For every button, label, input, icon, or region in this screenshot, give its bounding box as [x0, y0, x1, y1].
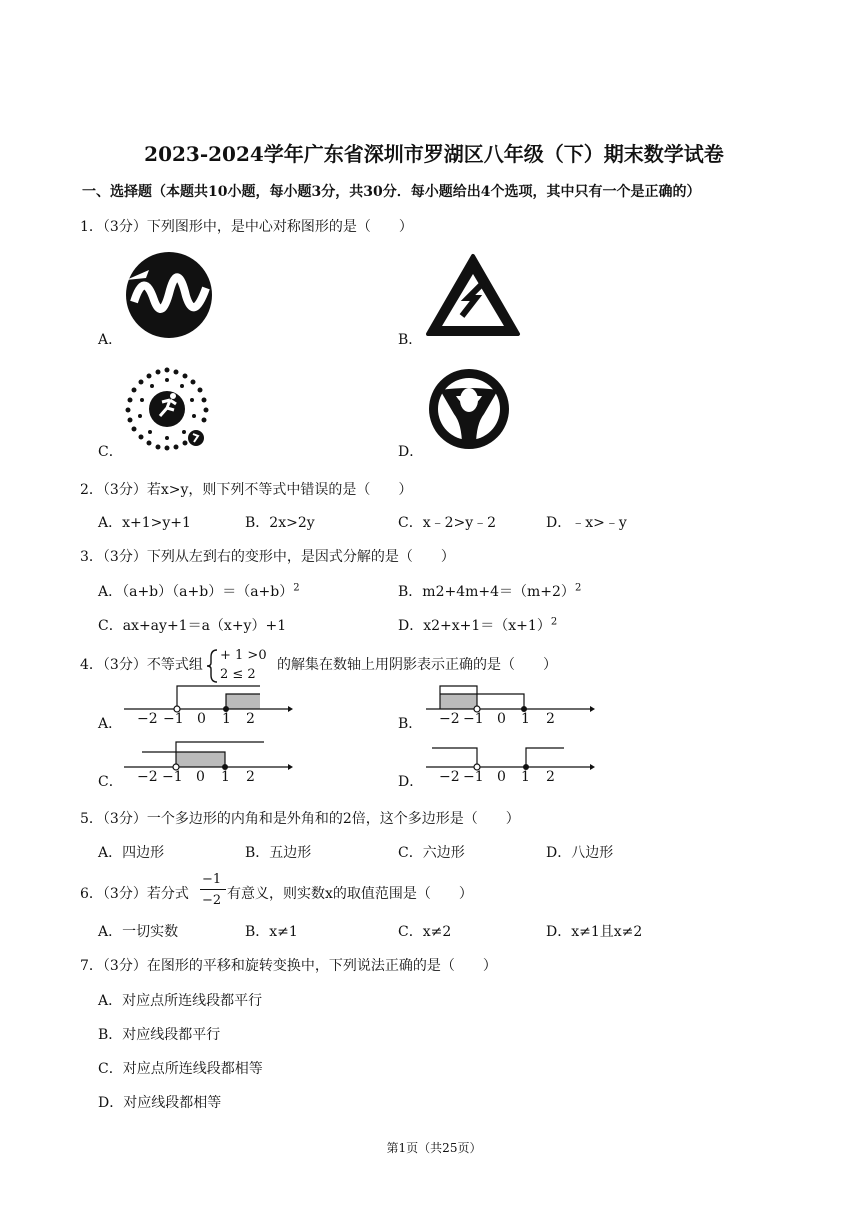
q6-option-a: A．一切实数 [98, 924, 179, 940]
q4-c-tick-0: 0 [196, 769, 205, 785]
q7-option-d: D．对应线段都相等 [98, 1095, 222, 1111]
q4-c-tick-neg1: −1 [162, 769, 183, 785]
q6-fraction-bar [200, 889, 226, 890]
q4-b-tick-0: 0 [497, 711, 506, 727]
q6-denominator: −2 [202, 893, 222, 908]
q4-a-tick-0: 0 [197, 711, 206, 727]
q3-option-d: D．$x2+x+1=(x+1)^2$ [398, 616, 558, 634]
q4-option-a-label: A． [98, 716, 123, 732]
q4-b-tick-1: 1 [521, 711, 530, 727]
q4-d-tick-0: 0 [497, 769, 506, 785]
q6-option-d: D．x≠1且x≠2 [546, 924, 643, 940]
q6-numerator: −1 [202, 872, 222, 887]
q4-b-tick-2: 2 [546, 711, 555, 727]
q2-option-c: C．x﹣2>y﹣2 [398, 515, 497, 531]
question-6-stem-pre: 6．（3分）若分式 [80, 886, 189, 902]
q7-option-c: C．对应点所连线段都相等 [98, 1061, 263, 1077]
q4-c-tick-2: 2 [246, 769, 255, 785]
page-title: 2023-2024学年广东省深圳市罗湖区八年级（下）期末数学试卷 [144, 142, 724, 166]
q4-system-line-1: + 1 >0 [220, 648, 267, 663]
q4-d-tick-neg2: −2 [439, 769, 460, 785]
y-circle-icon [426, 366, 512, 452]
q3-option-c: C．ax+ay+1＝a（x+y）+1 [98, 618, 287, 634]
question-7-stem: 7．（3分）在图形的平移和旋转变换中，下列说法正确的是（ ） [80, 958, 497, 974]
qr-runner-icon [122, 364, 212, 454]
question-1-stem: 1．（3分）下列图形中，是中心对称图形的是（ ） [80, 219, 413, 235]
q4-a-tick-neg1: −1 [163, 711, 184, 727]
q6-option-c: C．x≠2 [398, 924, 452, 940]
q3-option-a: A．$(a+b)(a+b)=(a+b)^2$ [98, 582, 300, 600]
q4-d-tick-1: 1 [521, 769, 530, 785]
question-6-stem-post: 有意义，则实数x的取值范围是（ ） [227, 886, 473, 902]
q7-option-b: B．对应线段都平行 [98, 1027, 221, 1043]
q5-option-d: D．八边形 [546, 845, 614, 861]
q4-c-tick-1: 1 [221, 769, 230, 785]
question-2-stem: 2．（3分）若x>y，则下列不等式中错误的是（ ） [80, 482, 413, 498]
q2-option-b: B．2x>2y [245, 515, 315, 531]
q2-option-a: A．x+1>y+1 [98, 515, 191, 531]
q4-a-tick-neg2: −2 [137, 711, 158, 727]
q1-option-b-label: B． [398, 332, 423, 348]
page-footer: 第1页（共25页） [386, 1141, 482, 1155]
q4-d-tick-2: 2 [546, 769, 555, 785]
q7-option-a: A．对应点所连线段都平行 [98, 993, 263, 1009]
q4-d-tick-neg1: −1 [463, 769, 484, 785]
q5-option-a: A．四边形 [98, 845, 165, 861]
q4-c-tick-neg2: −2 [137, 769, 158, 785]
q4-b-tick-neg1: −1 [463, 711, 484, 727]
logo-w-icon [124, 250, 214, 340]
q4-option-b-label: B． [398, 716, 423, 732]
q1-option-a-label: A． [98, 332, 123, 348]
question-5-stem: 5．（3分）一个多边形的内角和是外角和的2倍，这个多边形是（ ） [80, 811, 520, 827]
q4-option-c-label: C． [98, 774, 123, 790]
q3-option-b: B．$m2+4m+4=(m+2)^2$ [398, 582, 582, 600]
question-4-stem-pre: 4．（3分）不等式组 [80, 657, 203, 673]
q6-option-b: B．x≠1 [245, 924, 298, 940]
q5-option-c: C．六边形 [398, 845, 465, 861]
q4-system-line-2: 2 ≤ 2 [220, 667, 256, 682]
section-heading: 一、选择题（本题共10小题，每小题3分，共30分．每小题给出4个选项，其中只有一个是正确的） [82, 184, 701, 200]
question-4-stem-post: 的解集在数轴上用阴影表示正确的是（ ） [277, 657, 557, 673]
q5-option-b: B．五边形 [245, 845, 312, 861]
q1-option-d-label: D． [398, 444, 424, 460]
q4-option-d-label: D． [398, 774, 424, 790]
warning-triangle-icon [424, 252, 522, 338]
q4-a-tick-1: 1 [222, 711, 231, 727]
q4-a-tick-2: 2 [246, 711, 255, 727]
q4-b-tick-neg2: −2 [439, 711, 460, 727]
question-3-stem: 3．（3分）下列从左到右的变形中，是因式分解的是（ ） [80, 549, 455, 565]
q2-option-d: D．﹣x>﹣y [546, 515, 627, 531]
q1-option-c-label: C． [98, 444, 123, 460]
brace-icon [205, 648, 219, 684]
